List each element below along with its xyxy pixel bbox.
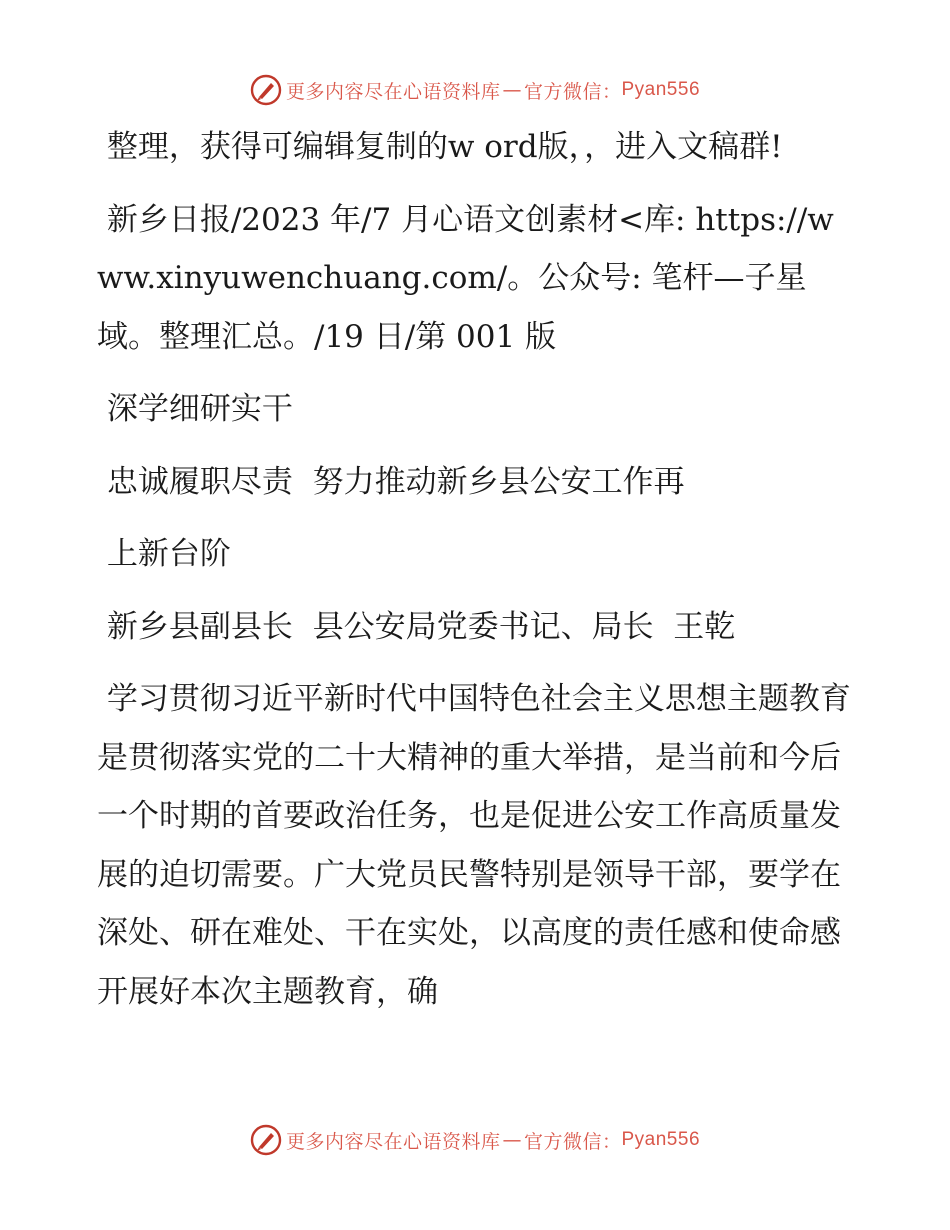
banner-wechat-id: Pyan556 xyxy=(621,79,701,100)
banner-dash: — xyxy=(502,79,522,101)
quill-logo-icon xyxy=(250,1124,282,1156)
banner-text: 更多内容尽在心语资料库 xyxy=(285,80,501,103)
banner-official-label: 官方微信： xyxy=(523,1130,622,1153)
paragraph-source: 新乡日报/2023 年/7 月心语文创素材<库: https://www.xinyuwenchuang.com/。公众号: 笔杆—子星域。整理汇总。/19 日/第 001 版 xyxy=(97,201,834,355)
banner-dash: — xyxy=(502,1129,522,1151)
header-watermark-banner xyxy=(0,70,950,110)
banner-text: 更多内容尽在心语资料库 xyxy=(285,1130,501,1153)
paragraph-body: 学习贯彻习近平新时代中国特色社会主义思想主题教育是贯彻落实党的二十大精神的重大举措，是当前和今后一个时期的首要政治任务，也是促进公安工作高质量发展的迫切需要。广大党员民警特别是领导干部，要学在深处、研在难处、干在实处，以高度的责任感和使命感开展好本次主题教育，确 xyxy=(97,681,851,1010)
headline-line-1: 深学细研实干 xyxy=(97,391,293,427)
paragraph-intro: 整理，获得可编辑复制的w ord版，，进入文稿群! xyxy=(97,129,783,165)
headline-line-2: 忠诚履职尽责 努力推动新乡县公安工作再 xyxy=(97,463,685,500)
author-byline: 新乡县副县长 县公安局党委书记、局长 王乾 xyxy=(97,608,736,645)
headline-line-3: 上新台阶 xyxy=(97,536,231,572)
footer-watermark-banner xyxy=(0,1120,950,1160)
banner-wechat-id: Pyan556 xyxy=(621,1129,701,1150)
document-body xyxy=(97,118,857,1021)
quill-logo-icon xyxy=(250,74,282,106)
banner-official-label: 官方微信： xyxy=(523,80,622,103)
